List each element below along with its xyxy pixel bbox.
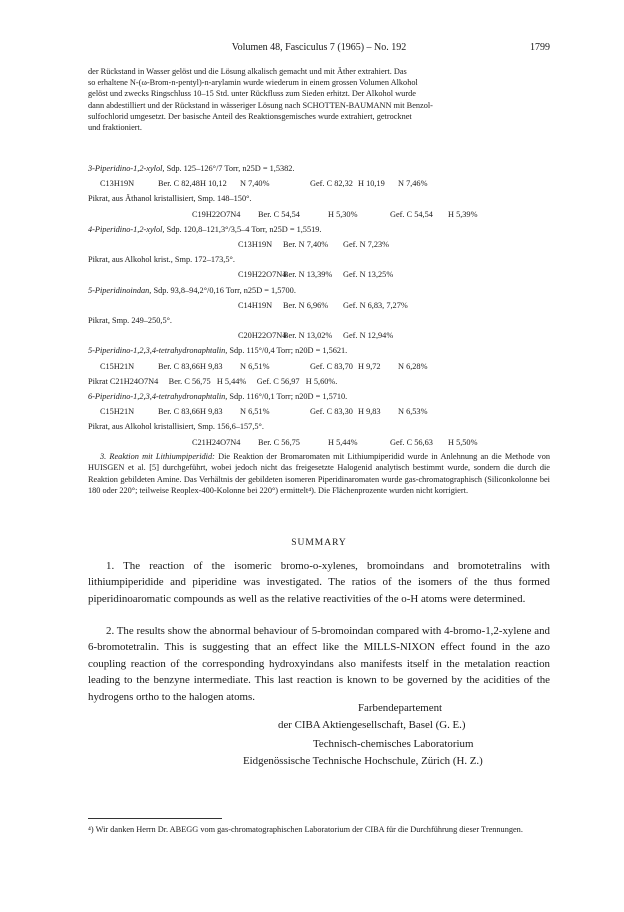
molecular-formula: C19H22O7N4 xyxy=(238,270,287,280)
section-3-paragraph xyxy=(88,451,550,497)
footnote-text: Wir danken Herrn Dr. ABEGG vom gas-chromatographischen Laboratorium der CIBA für die Durchführung dieser Trennungen. xyxy=(95,825,523,834)
summary-heading: SUMMARY xyxy=(291,538,347,548)
compound-properties: Sdp. 93,8–94,2°/0,16 Torr, n25D = 1,5700. xyxy=(151,285,296,295)
analysis-value: N 7,40% xyxy=(240,179,270,189)
molecular-formula: C15H21N xyxy=(100,407,135,417)
molecular-formula: C20H22O7N4 xyxy=(238,331,287,341)
analysis-value: Gef. C 56,63 xyxy=(390,437,433,447)
analysis-value: Ber. N 13,02% xyxy=(283,331,333,341)
compound-title-line xyxy=(88,225,321,234)
molecular-formula: C13H19N xyxy=(100,179,135,189)
analysis-value: Gef. N 13,25% xyxy=(343,270,394,280)
analysis-value: H 5,39% xyxy=(448,209,478,219)
analysis-value: H 10,12 xyxy=(200,179,227,189)
compound-name: 4-Piperidino-1,2-xylol, xyxy=(88,224,165,234)
compound-name: 5-Piperidino-1,2,3,4-tetrahydronaphtalin, xyxy=(88,346,228,356)
intro-line: so erhaltene N-(ω-Brom-n-pentyl)-n-arylamin wurde wiederum in einem grossen Volumen Alkohol xyxy=(88,78,418,88)
analysis-value: N 6,53% xyxy=(398,407,428,417)
analysis-value: H 5,50% xyxy=(448,437,478,447)
affiliation-department: Farbendepartement xyxy=(358,702,443,714)
derivative-line: Pikrat, Smp. 249–250,5°. xyxy=(88,316,172,325)
affiliation-company: der CIBA Aktiengesellschaft, Basel (G. E.) xyxy=(278,719,466,731)
intro-line: sulfochlorid umgesetzt. Der basische Anteil des Reaktionsgemisches wurde extrahiert, getrocknet xyxy=(88,111,412,121)
analysis-value: H 5,44% xyxy=(328,437,358,447)
compound-title-line xyxy=(88,346,347,355)
compound-name: 5-Piperidinoindan, xyxy=(88,285,152,295)
section-3-text: Die Reaktion der Bromaromaten mit Lithiumpiperidid wurde in Anlehnung an die Methode von HUISGEN et al. [5] durchgeführt, wobei jedoch nicht das freigesetzte Halogenid analytisch bestimmt wurde, sondern die durch die Reaktion gebildeten Amine. Das Verhältnis der gebildeten isomeren Piperidinaromaten wurde gas-chromatographisch (Siliconkolonne bei 180 oder 220°; teilweise Reoplex-400-Kolonne bei 220°) ermittelt⁴). Die Flächenprozente wurden nicht korrigiert. xyxy=(88,452,550,496)
molecular-formula: C15H21N xyxy=(100,361,135,371)
footnote-rule xyxy=(88,818,222,819)
intro-line: dann abdestilliert und der Rückstand in wässeriger Lösung nach SCHOTTEN-BAUMANN mit Benzol- xyxy=(88,100,433,110)
analysis-value: Ber. N 13,39% xyxy=(283,270,333,280)
footnote xyxy=(88,824,550,835)
analysis-value: N 6,51% xyxy=(240,407,270,417)
analysis-value: H 5,30% xyxy=(328,209,358,219)
affiliation-laboratory: Technisch-chemisches Laboratorium xyxy=(313,738,474,750)
compound-title-line xyxy=(88,392,347,401)
summary-paragraph-1: 1. The reaction of the isomeric bromo-o-xylenes, bromoindans and bromotetralins with lithiumpiperidide and piperidine was investigated. The ratios of the isomers of the thus formed piperidinoaromatic compounds as well as the relative reactivities of the o-H atoms were determined. xyxy=(88,560,550,605)
analysis-value: H 9,83 xyxy=(358,407,381,417)
analysis-value: Ber. C 54,54 xyxy=(258,209,300,219)
compound-properties: Sdp. 115°/0,4 Torr; n20D = 1,5621. xyxy=(227,346,348,356)
page-number: 1799 xyxy=(530,42,550,53)
analysis-value: Gef. C 83,30 xyxy=(310,407,353,417)
analysis-value: Gef. C 82,32 xyxy=(310,179,353,189)
affiliation-institute: Eidgenössische Technische Hochschule, Zürich (H. Z.) xyxy=(243,755,483,767)
intro-line: gelöst und zwecks Ringschluss 10–15 Std. unter Rückfluss zum Sieden erhitzt. Der Alkohol wurde xyxy=(88,89,416,99)
intro-paragraph xyxy=(88,66,550,133)
compound-title-line xyxy=(88,164,295,173)
molecular-formula: C19H22O7N4 xyxy=(192,209,241,219)
derivative-line: Pikrat, aus Alkohol krist., Smp. 172–173,5°. xyxy=(88,255,235,265)
summary-paragraph-2: 2. The results show the abnormal behaviour of 5-bromoindan compared with 4-bromo-1,2-xylene and 6-bromotetralin. This is suggesting that an effect like the MILLS-NIXON effect found in the azo coupling reaction of the corresponding hydroxyindans also manifests itself in the metalation reaction leading to the benzyne intermediate. This last reaction is known to be governed by the acidities of the hydrogens ortho to the halogen atoms. xyxy=(88,625,550,703)
analysis-value: Gef. C 54,54 xyxy=(390,209,433,219)
molecular-formula: C13H19N xyxy=(238,240,273,249)
molecular-formula: C14H19N xyxy=(238,300,273,310)
derivative-line: Pikrat, aus Äthanol kristallisiert, Smp. 148–150°. xyxy=(88,194,252,204)
analysis-value: Ber. N 6,96% xyxy=(283,300,329,310)
compound-name: 6-Piperidino-1,2,3,4-tetrahydronaphtalin, xyxy=(88,392,228,401)
analysis-value: H 10,19 xyxy=(358,179,385,189)
analysis-value: Ber. C 82,48 xyxy=(158,179,200,189)
footnote-mark: ⁴) xyxy=(88,825,94,834)
intro-line: und fraktioniert. xyxy=(88,123,142,133)
compound-name: 3-Piperidino-1,2-xylol, xyxy=(88,164,165,173)
analysis-value: H 9,83 xyxy=(200,407,223,417)
compound-properties: Sdp. 116°/0,1 Torr; n20D = 1,5710. xyxy=(227,392,348,401)
compound-properties: Sdp. 120,8–121,3°/3,5–4 Torr, n25D = 1,5519. xyxy=(164,224,322,234)
journal-volume-line: Volumen 48, Fasciculus 7 (1965) – No. 192 xyxy=(231,42,407,53)
analysis-value: Ber. N 7,40% xyxy=(283,240,329,249)
analysis-value: Gef. C 83,70 xyxy=(310,361,353,371)
section-3-heading: 3. Reaktion mit Lithiumpiperidid: xyxy=(100,452,215,461)
analysis-value: N 6,51% xyxy=(240,361,270,371)
analysis-value: N 7,46% xyxy=(398,179,428,189)
analysis-value: N 6,28% xyxy=(398,361,428,371)
analysis-value: H 9,83 xyxy=(200,361,223,371)
derivative-line: Pikrat C21H24O7N4 Ber. C 56,75 H 5,44% Gef. C 56,97 H 5,60%. xyxy=(88,376,338,386)
derivative-line: Pikrat, aus Alkohol kristallisiert, Smp. 156,6–157,5°. xyxy=(88,422,264,432)
analysis-value: Gef. N 7,23% xyxy=(343,240,390,249)
analysis-value: Ber. C 83,66 xyxy=(158,407,200,417)
intro-line: der Rückstand in Wasser gelöst und die Lösung alkalisch gemacht und mit Äther extrahiert. Das xyxy=(88,67,407,76)
compound-properties: Sdp. 125–126°/7 Torr, n25D = 1,5382. xyxy=(164,164,295,173)
analysis-value: H 9,72 xyxy=(358,361,381,371)
analysis-value: Ber. C 56,75 xyxy=(258,437,300,447)
analysis-value: Ber. C 83,66 xyxy=(158,361,200,371)
analysis-value: Gef. N 12,94% xyxy=(343,331,394,341)
molecular-formula: C21H24O7N4 xyxy=(192,437,241,447)
compound-title-line xyxy=(88,286,296,295)
analysis-value: Gef. N 6,83, 7,27% xyxy=(343,300,408,310)
